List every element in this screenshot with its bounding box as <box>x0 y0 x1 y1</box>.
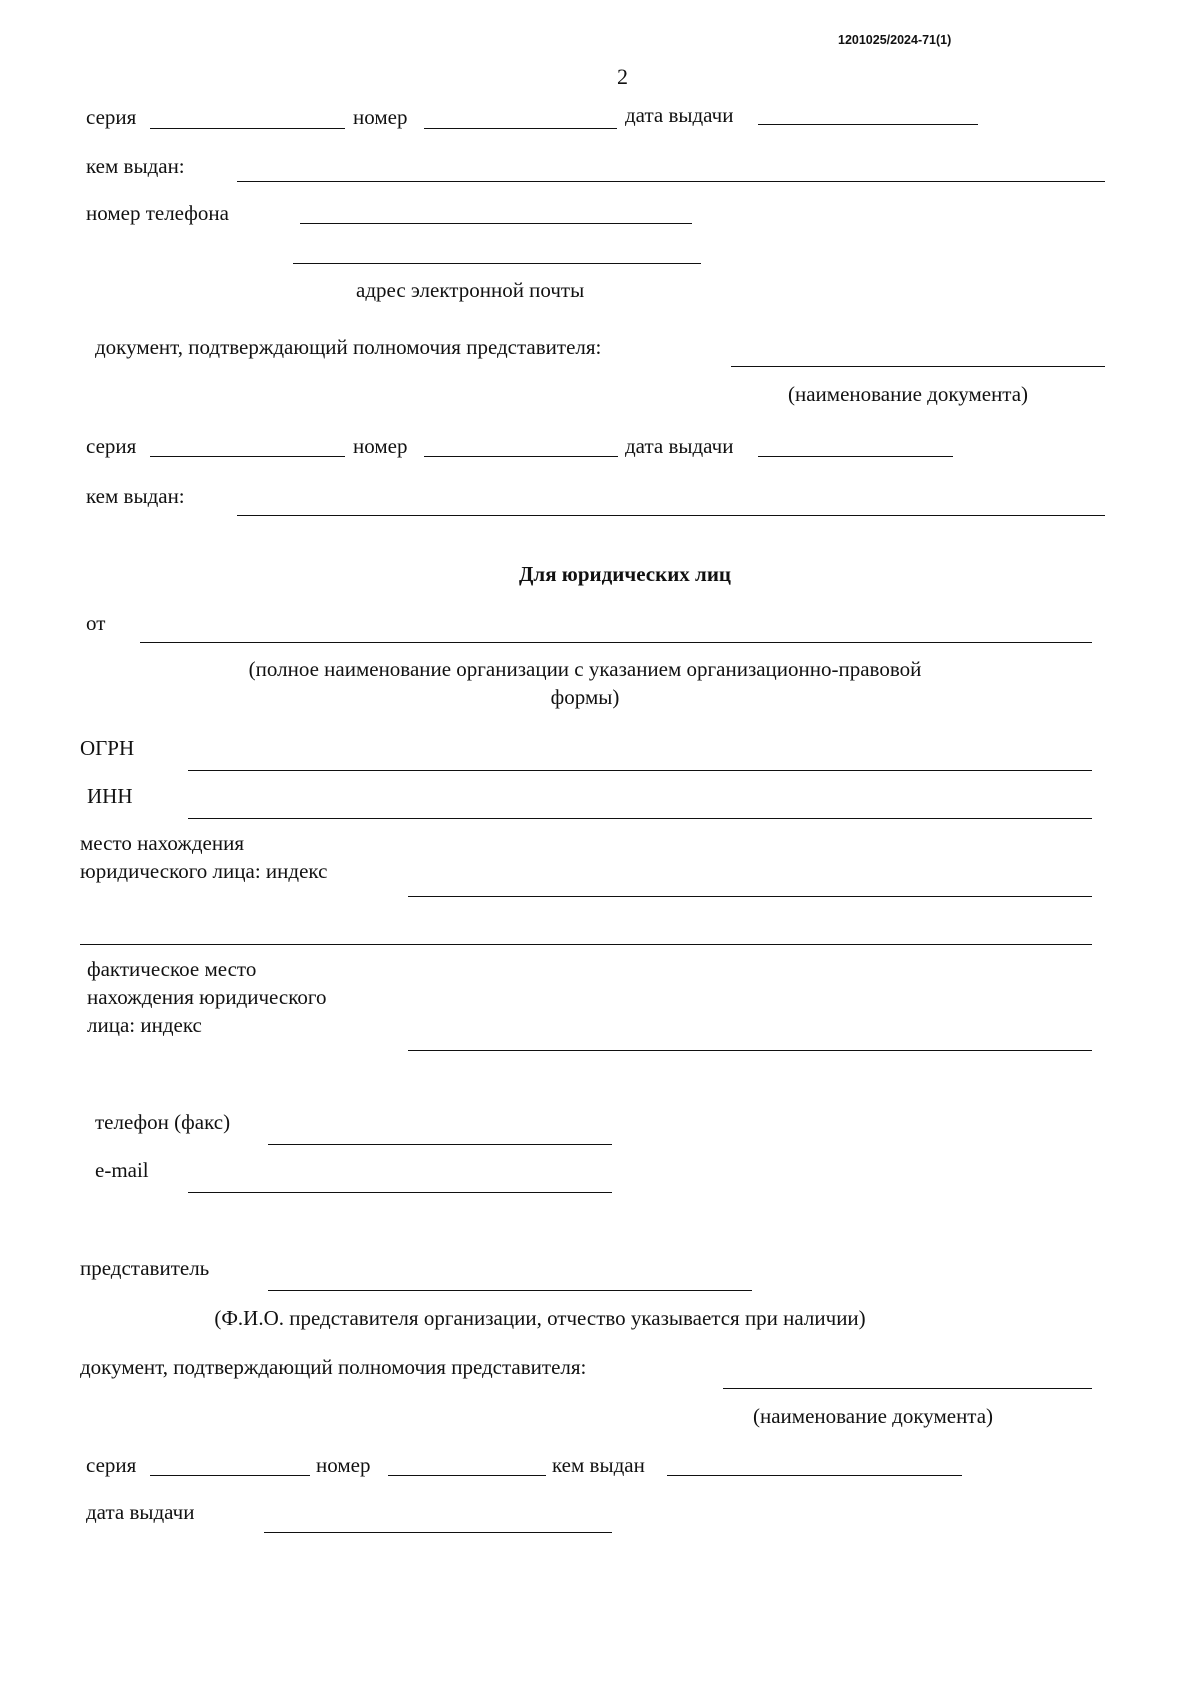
location-label-line2: юридического лица: индекс <box>80 859 328 883</box>
phone-fax-field[interactable] <box>268 1144 612 1145</box>
org-name-caption <box>0 655 1170 711</box>
org-name-field[interactable] <box>140 642 1092 643</box>
legal-number-label: номер <box>316 1453 371 1477</box>
issued-by-label: кем выдан: <box>86 154 185 178</box>
legal-series-field[interactable] <box>150 1475 310 1476</box>
rep-series-label: серия <box>86 434 137 458</box>
rep-doc-field[interactable] <box>731 366 1105 367</box>
issue-date-field[interactable] <box>758 124 978 125</box>
document-number: 1201025/2024-71(1) <box>838 33 952 47</box>
legal-issue-date-field[interactable] <box>264 1532 612 1533</box>
series-field[interactable] <box>150 128 345 129</box>
rep-doc-caption: (наименование документа) <box>788 382 1029 406</box>
legal-series-label: серия <box>86 1453 137 1477</box>
legal-rep-doc-label: документ, подтверждающий полномочия представителя: <box>80 1355 587 1379</box>
page-number: 2 <box>617 64 628 89</box>
series-label: серия <box>86 105 137 129</box>
rep-issued-by-field[interactable] <box>237 515 1105 516</box>
actual-location-index-field[interactable] <box>408 1050 1092 1051</box>
actual-location-label <box>87 955 326 1039</box>
from-label: от <box>86 611 106 635</box>
location-address-field[interactable] <box>80 944 1092 945</box>
ogrn-field[interactable] <box>188 770 1092 771</box>
rep-issued-by-label: кем выдан: <box>86 484 185 508</box>
inn-label: ИНН <box>87 784 133 808</box>
phone-fax-label: телефон (факс) <box>95 1110 231 1134</box>
phone-label: номер телефона <box>86 201 229 225</box>
actual-location-line2: нахождения юридического <box>87 985 327 1009</box>
rep-series-field[interactable] <box>150 456 345 457</box>
inn-field[interactable] <box>188 818 1092 819</box>
number-label: номер <box>353 105 408 129</box>
org-name-caption-line1: (полное наименование организации с указанием организационно-правовой <box>248 657 922 681</box>
legal-issued-by-field[interactable] <box>667 1475 962 1476</box>
representative-label: представитель <box>80 1256 210 1280</box>
rep-number-field[interactable] <box>424 456 618 457</box>
legal-issue-date-label: дата выдачи <box>86 1500 195 1524</box>
phone-field[interactable] <box>300 223 692 224</box>
legal-rep-doc-caption: (наименование документа) <box>753 1404 994 1428</box>
rep-issue-date-label: дата выдачи <box>625 434 734 458</box>
location-index-field[interactable] <box>408 896 1092 897</box>
legal-number-field[interactable] <box>388 1475 546 1476</box>
rep-issue-date-field[interactable] <box>758 456 953 457</box>
number-field[interactable] <box>424 128 617 129</box>
legal-rep-doc-field[interactable] <box>723 1388 1092 1389</box>
ogrn-label: ОГРН <box>80 736 135 760</box>
email-field[interactable] <box>293 263 701 264</box>
actual-location-line3: лица: индекс <box>87 1013 202 1037</box>
email-label: e-mail <box>95 1158 149 1182</box>
email-caption: адрес электронной почты <box>356 278 585 302</box>
legal-section-title: Для юридических лиц <box>518 562 732 586</box>
representative-caption: (Ф.И.О. представителя организации, отчество указывается при наличии) <box>214 1306 866 1330</box>
location-label-line1: место нахождения <box>80 831 244 855</box>
rep-number-label: номер <box>353 434 408 458</box>
representative-field[interactable] <box>268 1290 752 1291</box>
issued-by-field[interactable] <box>237 181 1105 182</box>
actual-location-line1: фактическое место <box>87 957 257 981</box>
legal-email-field[interactable] <box>188 1192 612 1193</box>
legal-issued-by-label: кем выдан <box>552 1453 645 1477</box>
rep-doc-label: документ, подтверждающий полномочия представителя: <box>95 335 602 359</box>
org-name-caption-line2: формы) <box>550 685 620 709</box>
location-label <box>80 829 327 885</box>
issue-date-label: дата выдачи <box>625 103 734 127</box>
